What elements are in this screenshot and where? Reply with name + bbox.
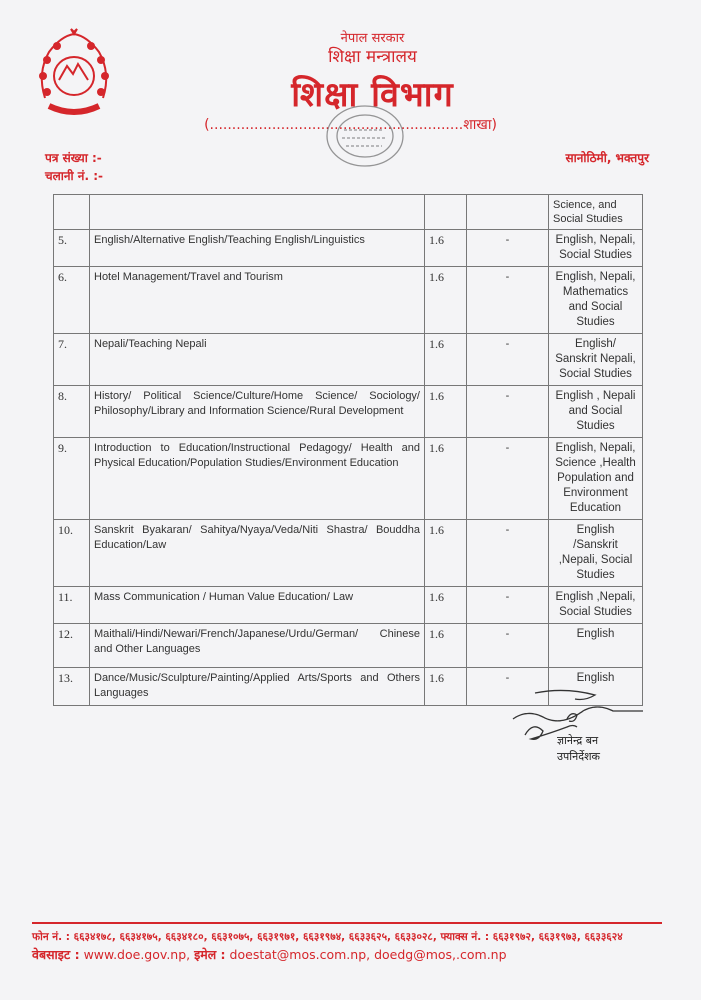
email-label: इमेल : xyxy=(194,947,226,962)
serial-number-cell: 8. xyxy=(54,386,90,438)
footer-divider xyxy=(32,922,662,924)
teaching-subjects-cell: English xyxy=(549,624,643,668)
email-addresses[interactable]: doestat@mos.com.np, doedg@mos,.com.np xyxy=(229,947,507,962)
dispatch-number-label: चलानी नं. :- xyxy=(45,169,103,183)
dash-cell: - xyxy=(467,334,549,386)
credit-value-cell: 1.6 xyxy=(425,334,467,386)
footer-web-email xyxy=(32,946,507,963)
serial-number-cell: 10. xyxy=(54,520,90,587)
dash-cell: - xyxy=(467,438,549,520)
serial-number-cell: 9. xyxy=(54,438,90,520)
teaching-subjects-cell: English, Nepali, Social Studies xyxy=(549,230,643,267)
official-stamp xyxy=(322,100,408,172)
credit-value-cell: 1.6 xyxy=(425,587,467,624)
letter-number-label: पत्र संख्या :- xyxy=(45,151,102,165)
website-link[interactable]: www.doe.gov.np, xyxy=(83,947,191,962)
course-name-cell xyxy=(90,195,425,230)
footer-phones: फोन नं. : ६६३४१७८, ६६३४१७५, ६६३४१८०, ६६३१०७५, ६६३१९७१, ६६३१९७४, ६६३३६२५, ६६३३०२८, फ्याक्स नं. : ६६३१९७२, ६६३१९७३, ६६३३६२४ xyxy=(32,931,623,943)
course-name-cell: Introduction to Education/Instructional Pedagogy/ Health and Physical Education/Population Studies/Environment Education xyxy=(90,438,425,520)
credit-value-cell: 1.6 xyxy=(425,386,467,438)
table-row xyxy=(54,587,643,624)
table-row xyxy=(54,438,643,520)
dash-cell: - xyxy=(467,520,549,587)
dash-cell: - xyxy=(467,587,549,624)
course-name-cell: English/Alternative English/Teaching English/Linguistics xyxy=(90,230,425,267)
dash-cell xyxy=(467,195,549,230)
teaching-subjects-cell: English xyxy=(549,668,643,706)
credit-value-cell: 1.6 xyxy=(425,624,467,668)
serial-number-cell: 5. xyxy=(54,230,90,267)
course-name-cell: Maithali/Hindi/Newari/French/Japanese/Urdu/German/ Chinese and Other Languages xyxy=(90,624,425,668)
course-name-cell: Dance/Music/Sculpture/Painting/Applied Arts/Sports and Others Languages xyxy=(90,668,425,706)
dash-cell: - xyxy=(467,386,549,438)
credit-value-cell: 1.6 xyxy=(425,438,467,520)
serial-number-cell: 11. xyxy=(54,587,90,624)
credit-value-cell: 1.6 xyxy=(425,230,467,267)
teaching-subjects-cell: English ,Nepali, Social Studies xyxy=(549,587,643,624)
table-row xyxy=(54,195,643,230)
serial-number-cell: 12. xyxy=(54,624,90,668)
courses-table xyxy=(53,194,643,706)
teaching-subjects-cell: English , Nepali and Social Studies xyxy=(549,386,643,438)
credit-value-cell: 1.6 xyxy=(425,520,467,587)
dash-cell: - xyxy=(467,668,549,706)
course-name-cell: Mass Communication / Human Value Education/ Law xyxy=(90,587,425,624)
ministry-name: शिक्षा मन्त्रालय xyxy=(328,47,417,67)
branch-line: (.........................................................शाखा) xyxy=(204,117,497,133)
teaching-subjects-cell: English, Nepali, Science ,Health Population and Environment Education xyxy=(549,438,643,520)
dash-cell: - xyxy=(467,267,549,334)
teaching-subjects-cell: English /Sanskrit ,Nepali, Social Studies xyxy=(549,520,643,587)
table-row xyxy=(54,520,643,587)
government-name: नेपाल सरकार xyxy=(340,31,405,46)
table-row xyxy=(54,386,643,438)
signatory-name: ज्ञानेन्द्र बन xyxy=(557,734,599,747)
credit-value-cell: 1.6 xyxy=(425,267,467,334)
signatory-title: उपनिर्देशक xyxy=(557,750,600,763)
serial-number-cell: 6. xyxy=(54,267,90,334)
serial-number-cell: 13. xyxy=(54,668,90,706)
dash-cell: - xyxy=(467,624,549,668)
course-name-cell: Nepali/Teaching Nepali xyxy=(90,334,425,386)
department-name: शिक्षा विभाग xyxy=(291,75,454,115)
table-row xyxy=(54,334,643,386)
serial-number-cell: 7. xyxy=(54,334,90,386)
credit-value-cell: 1.6 xyxy=(425,668,467,706)
teaching-subjects-cell: English/ Sanskrit Nepali, Social Studies xyxy=(549,334,643,386)
teaching-subjects-cell: English, Nepali, Mathematics and Social Studies xyxy=(549,267,643,334)
course-name-cell: History/ Political Science/Culture/Home Science/ Sociology/ Philosophy/Library and Information Science/Rural Development xyxy=(90,386,425,438)
table-row xyxy=(54,267,643,334)
office-address: सानोठिमी, भक्तपुर xyxy=(565,151,649,165)
dash-cell: - xyxy=(467,230,549,267)
teaching-subjects-cell: Science, and Social Studies xyxy=(549,195,643,230)
course-name-cell: Sanskrit Byakaran/ Sahitya/Nyaya/Veda/Niti Shastra/ Bouddha Education/Law xyxy=(90,520,425,587)
table-row xyxy=(54,230,643,267)
table-row xyxy=(54,624,643,668)
website-label: वेबसाइट : xyxy=(32,947,80,962)
serial-number-cell xyxy=(54,195,90,230)
credit-value-cell xyxy=(425,195,467,230)
course-name-cell: Hotel Management/Travel and Tourism xyxy=(90,267,425,334)
